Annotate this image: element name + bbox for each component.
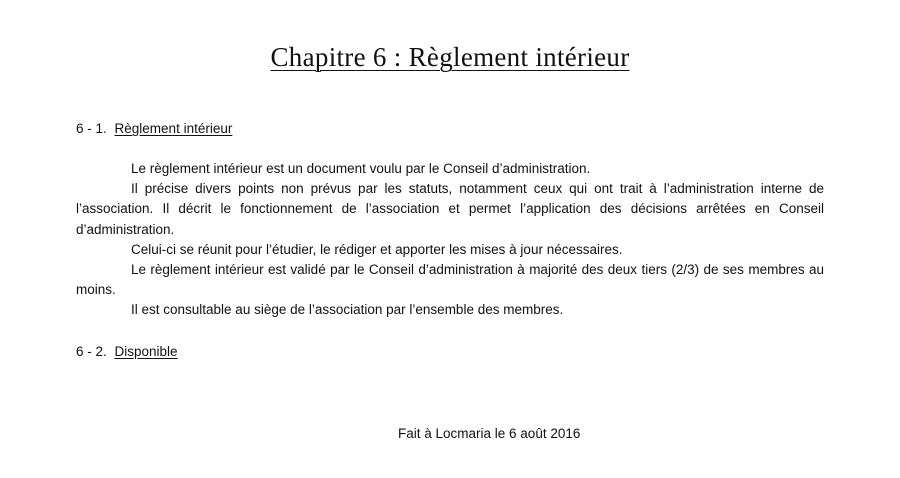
paragraph: Il précise divers points non prévus par les statuts, notamment ceux qui ont trait à l’administration interne de l’association. Il décrit le fonctionnement de l’association et permet l’application des décisions arrêtées en Conseil d’administration. — [76, 181, 824, 237]
section-heading-6-2 — [76, 344, 178, 359]
section-number: 6 - 1. — [76, 121, 107, 136]
paragraph: Il est consultable au siège de l’association par l’ensemble des membres. — [131, 302, 564, 318]
section-number: 6 - 2. — [76, 344, 107, 359]
section-title: Règlement intérieur — [114, 121, 233, 136]
section-heading-6-1 — [76, 121, 232, 136]
page-title: Chapitre 6 : Règlement intérieur — [270, 42, 630, 72]
signature-line: Fait à Locmaria le 6 août 2016 — [398, 426, 581, 441]
paragraph: Le règlement intérieur est un document voulu par le Conseil d’administration. — [131, 161, 591, 176]
paragraph: Celui-ci se réunit pour l’étudier, le rédiger et apporter les mises à jour nécessaires. — [131, 241, 623, 257]
section-body-6-1 — [76, 159, 824, 321]
section-title: Disponible — [114, 344, 178, 359]
paragraph: Le règlement intérieur est validé par le Conseil d’administration à majorité des deux tiers (2/3) de ses membres au moins. — [76, 262, 824, 298]
